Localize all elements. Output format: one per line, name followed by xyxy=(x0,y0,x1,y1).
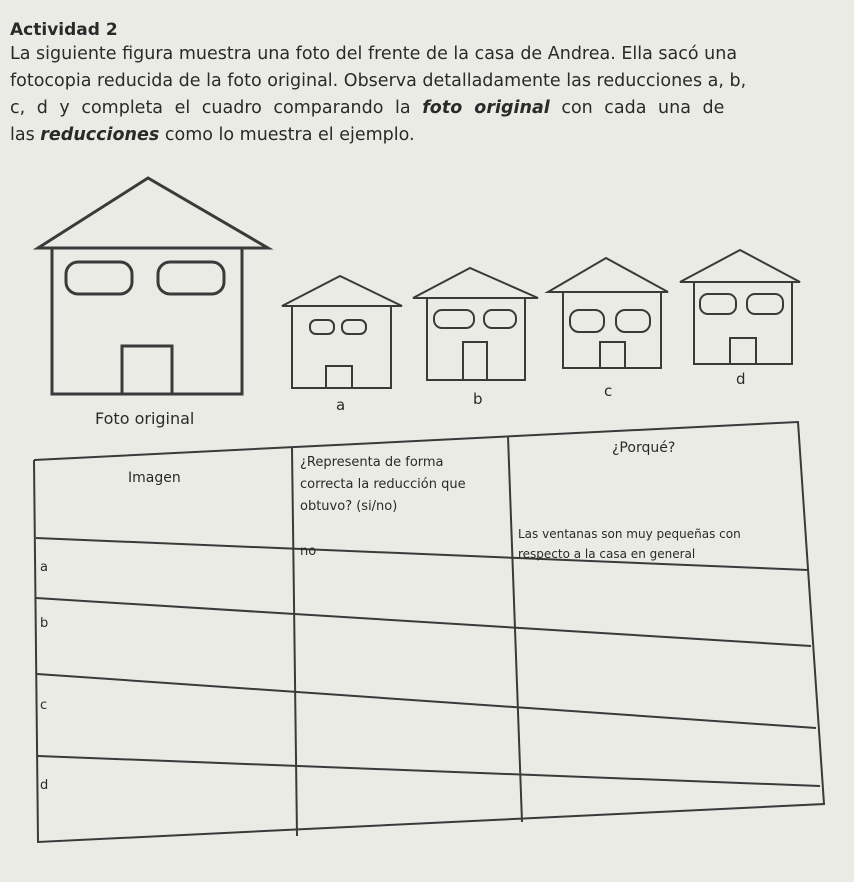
paragraph-line-4 xyxy=(10,122,840,149)
row-c-image: c xyxy=(40,698,48,713)
header-image: Imagen xyxy=(128,470,181,486)
paragraph-line-3b: con cada una de xyxy=(561,98,725,118)
houses-figure xyxy=(0,170,854,410)
emphasis-foto-original: foto original xyxy=(422,98,550,118)
reduction-label-a: a xyxy=(336,396,346,414)
header-represents-line-1: ¿Representa de forma xyxy=(300,455,444,470)
row-a-why-line-1: Las ventanas son muy pequeñas con xyxy=(518,527,741,541)
header-represents xyxy=(300,452,466,518)
activity-title: Actividad 2 xyxy=(10,20,118,40)
instructions-paragraph xyxy=(10,30,840,149)
house-d xyxy=(680,250,800,364)
header-represents-line-3: obtuvo? (si/no) xyxy=(300,499,398,514)
house-original xyxy=(38,178,268,394)
reduction-label-c: c xyxy=(604,382,613,400)
house-b xyxy=(413,268,538,380)
reduction-label-b: b xyxy=(473,390,483,408)
emphasis-reducciones: reducciones xyxy=(40,125,160,145)
original-photo-label: Foto original xyxy=(95,409,195,428)
paragraph-line-2: fotocopia reducida de la foto original. Observa detalladamente las reducciones a, b, xyxy=(10,71,747,91)
paragraph-line-3a: c, d y completa el cuadro comparando la xyxy=(10,98,411,118)
paragraph-line-1: La siguiente figura muestra una foto del frente de la casa de Andrea. Ella sacó una xyxy=(10,44,738,64)
row-a-why-line-2: respecto a la casa en general xyxy=(518,547,696,561)
row-a-answer[interactable]: no xyxy=(300,544,317,559)
paragraph-line-4a: las xyxy=(10,125,35,145)
row-a-why[interactable] xyxy=(518,524,741,564)
reduction-label-d: d xyxy=(736,370,746,388)
paragraph-line-3 xyxy=(10,95,840,122)
paragraph-line-4b: como lo muestra el ejemplo. xyxy=(164,125,415,145)
row-b-image: b xyxy=(40,616,49,631)
house-a xyxy=(282,276,402,388)
header-represents-line-2: correcta la reducción que xyxy=(300,477,466,492)
header-why: ¿Porqué? xyxy=(612,440,676,456)
row-d-image: d xyxy=(40,778,49,793)
row-a-image: a xyxy=(40,560,48,575)
house-c xyxy=(548,258,668,368)
